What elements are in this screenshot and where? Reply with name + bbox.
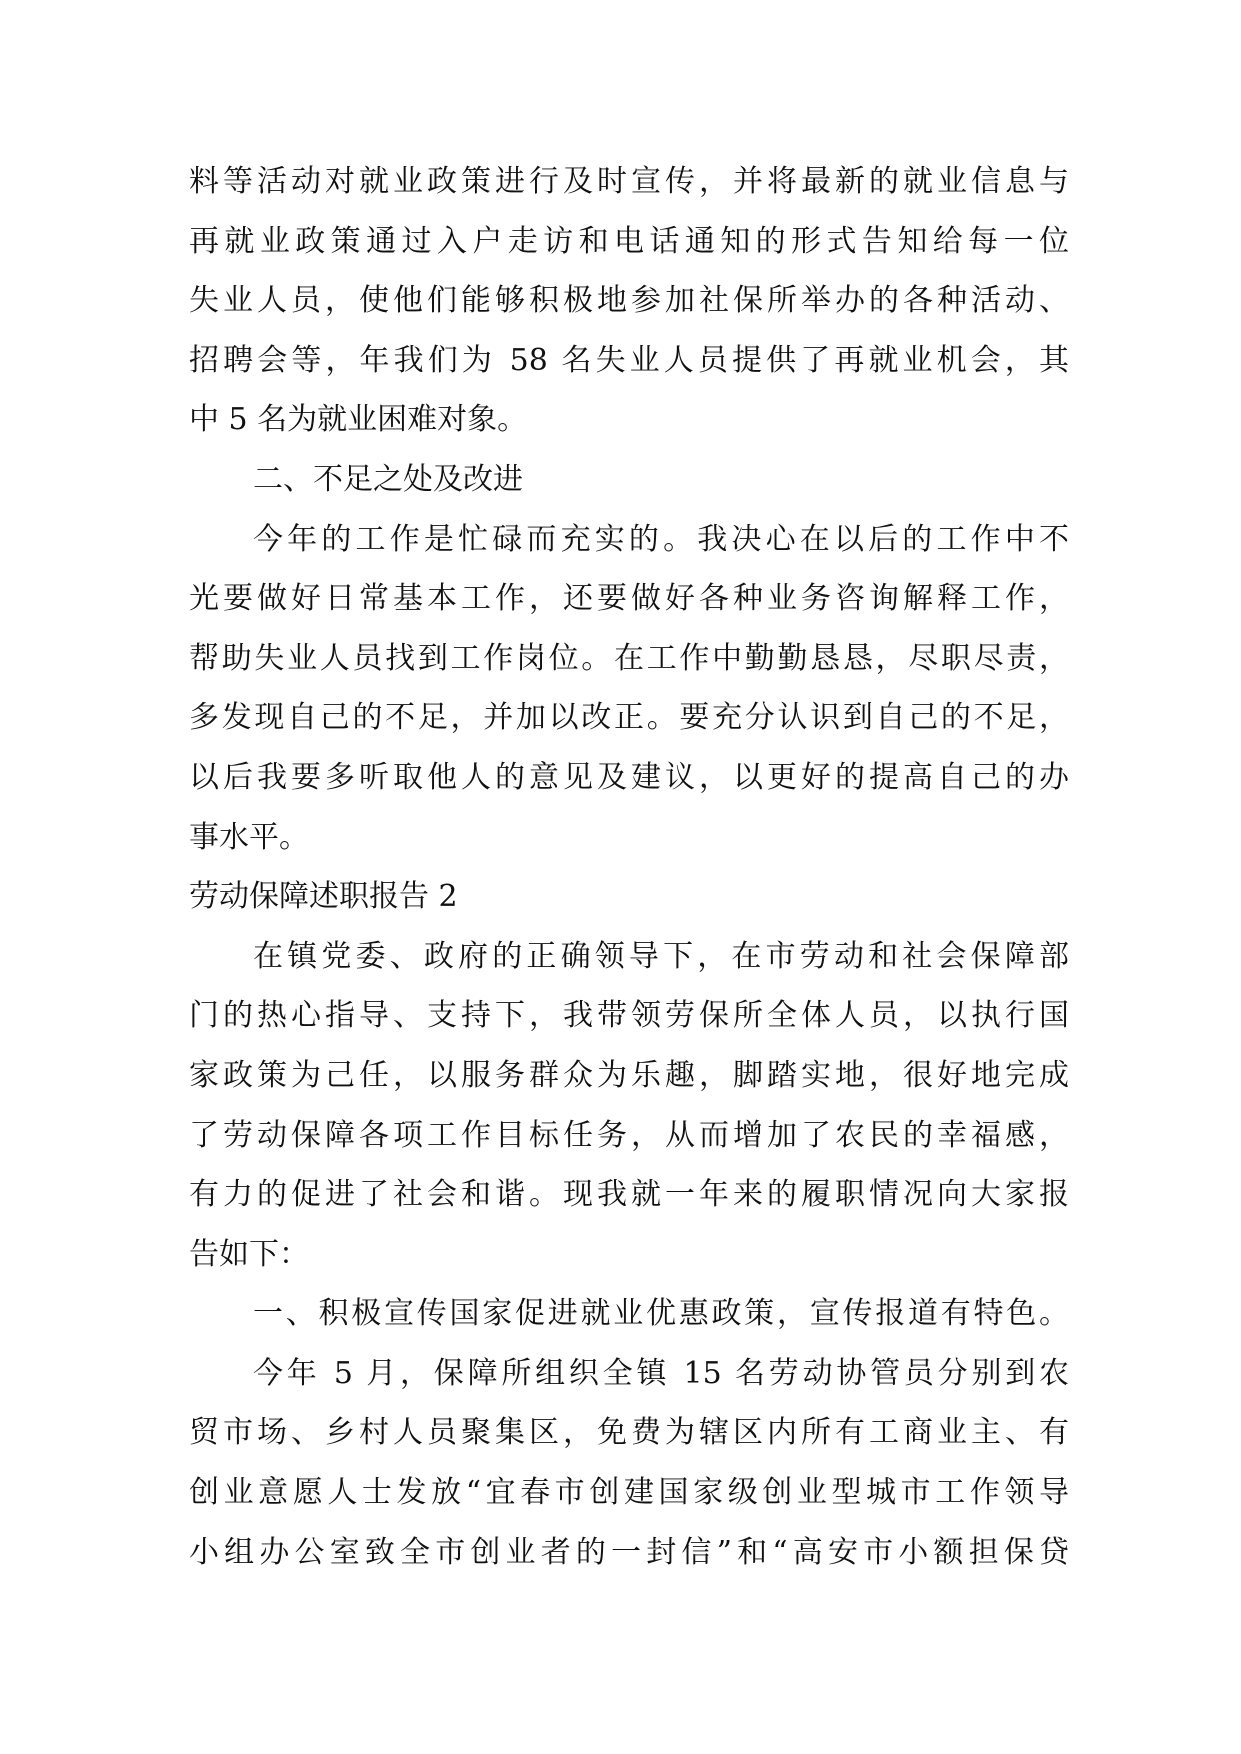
text-line: 告如下： [189,1236,309,1272]
text-line: 帮助失业人员找到工作岗位。在工作中勤勤恳恳，尽职尽责， [189,640,1069,676]
text-line: 事水平。 [189,819,309,855]
text-line: 招聘会等，年我们为 58 名失业人员提供了再就业机会，其 [189,342,1069,378]
section-heading: 二、不足之处及改进 [253,461,523,497]
text-line: 在镇党委、政府的正确领导下，在市劳动和社会保障部 [253,938,1069,974]
text-line: 了劳动保障各项工作目标任务，从而增加了农民的幸福感， [189,1117,1069,1153]
text-line: 多发现自己的不足，并加以改正。要充分认识到自己的不足， [189,700,1069,736]
text-line: 料等活动对就业政策进行及时宣传，并将最新的就业信息与 [189,164,1069,199]
text-line: 以后我要多听取他人的意见及建议，以更好的提高自己的办 [189,759,1069,795]
text-line: 门的热心指导、支持下，我带领劳保所全体人员，以执行国 [189,998,1069,1034]
text-line: 再就业政策通过入户走访和电话通知的形式告知给每一位 [189,223,1069,259]
document-body [189,162,1069,1592]
text-line: 今年 5 月，保障所组织全镇 15 名劳动协管员分别到农 [253,1355,1069,1391]
text-line: 今年的工作是忙碌而充实的。我决心在以后的工作中不 [253,521,1069,557]
report-title: 劳动保障述职报告 2 [189,879,458,915]
text-line: 中 5 名为就业困难对象。 [189,402,528,438]
text-line: 光要做好日常基本工作，还要做好各种业务咨询解释工作， [189,581,1069,617]
section-heading: 一、积极宣传国家促进就业优惠政策，宣传报道有特色。 [253,1296,1069,1332]
text-line: 失业人员，使他们能够积极地参加社保所举办的各种活动、 [189,283,1069,319]
text-line: 小组办公室致全市创业者的一封信”和“高安市小额担保贷 [189,1534,1069,1570]
text-line: 贸市场、乡村人员聚集区，免费为辖区内所有工商业主、有 [189,1415,1069,1451]
text-line: 有力的促进了社会和谐。现我就一年来的履职情况向大家报 [189,1177,1069,1213]
text-line: 家政策为己任，以服务群众为乐趣，脚踏实地，很好地完成 [189,1057,1069,1093]
text-line: 创业意愿人士发放“宜春市创建国家级创业型城市工作领导 [189,1475,1069,1511]
